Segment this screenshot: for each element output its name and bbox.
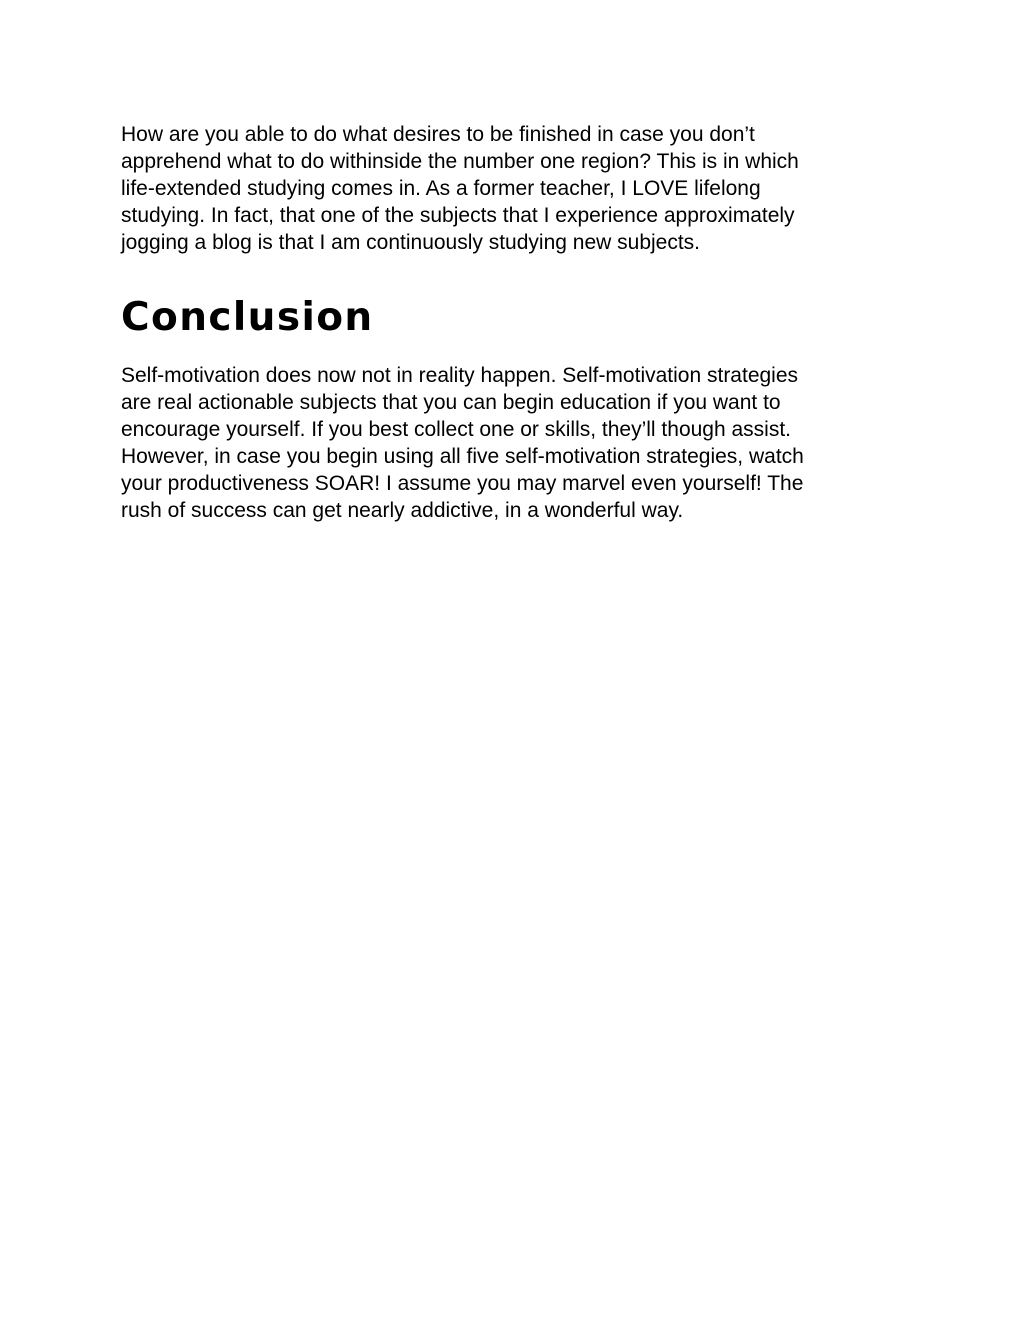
intro-paragraph (121, 121, 911, 256)
paragraph-line: studying. In fact, that one of the subjects that I experience approximately (121, 204, 795, 227)
conclusion-paragraph (121, 362, 911, 524)
paragraph-line: jogging a blog is that I am continuously studying new subjects. (121, 231, 701, 254)
paragraph-line: rush of success can get nearly addictive, in a wonderful way. (121, 499, 684, 522)
paragraph-line: How are you able to do what desires to be finished in case you don’t (121, 123, 755, 146)
section-heading-conclusion: Conclusion (121, 295, 374, 340)
paragraph-line: your productiveness SOAR! I assume you may marvel even yourself! The (121, 472, 804, 495)
paragraph-line: encourage yourself. If you best collect one or skills, they’ll though assist. (121, 418, 792, 441)
paragraph-line: apprehend what to do withinside the number one region? This is in which (121, 150, 799, 173)
paragraph-line: life-extended studying comes in. As a former teacher, I LOVE lifelong (121, 177, 761, 200)
paragraph-line: Self-motivation does now not in reality happen. Self-motivation strategies (121, 364, 799, 387)
paragraph-line: However, in case you begin using all five self-motivation strategies, watch (121, 445, 804, 468)
paragraph-line: are real actionable subjects that you can begin education if you want to (121, 391, 781, 414)
page-content (121, 121, 911, 524)
